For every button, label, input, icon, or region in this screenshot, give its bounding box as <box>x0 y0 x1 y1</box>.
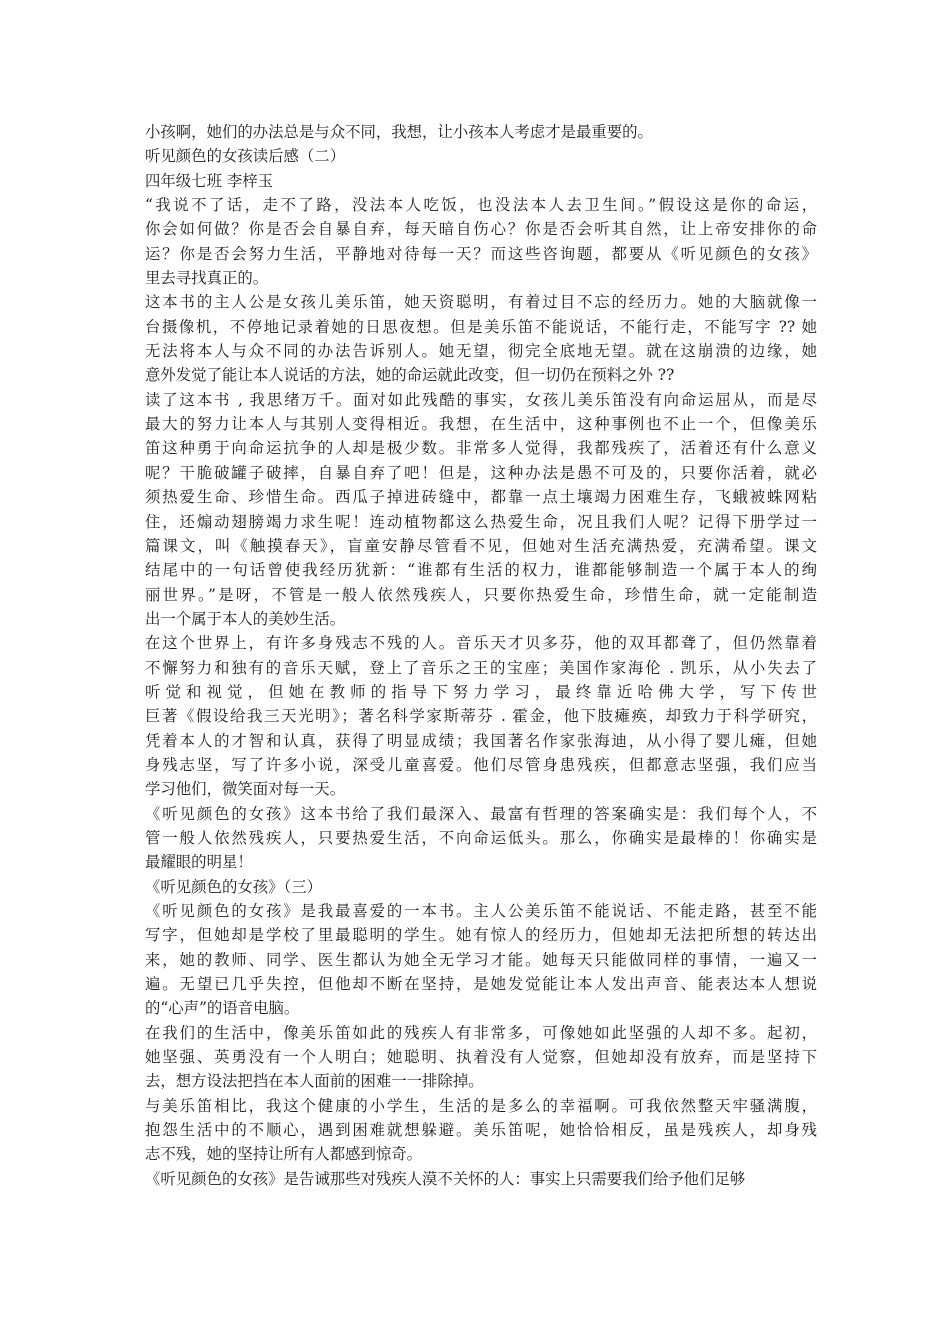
text-line: 住，还煽动翅膀竭力求生呢！连动植物都这么热爱生命，况且我们人呢？记得下册学过一 <box>145 512 817 531</box>
para-3-1 <box>145 899 817 1021</box>
text-line: 丽世界。”是呀，不管是一般人依然残疾人，只要你热爱生命，珍惜生命，就一定能制造 <box>145 585 817 604</box>
para-2-1 <box>145 193 817 290</box>
text-line: 《听见颜色的女孩》（三） <box>145 877 322 896</box>
text-line: 读了这本书 , 我思绪万千。面对如此残酷的事实，女孩儿美乐笛没有向命运屈从，而是尽 <box>145 390 817 409</box>
text-line: 你会如何做？你是否会自暴自弃，每天暗自伤心？你是否会听其自然，让上帝安排你的命 <box>145 220 817 239</box>
text-line: 听见颜色的女孩读后感（二） <box>145 147 346 166</box>
text-line: 呢？干脆破罐子破摔，自暴自弃了吧！但是，这种办法是愚不可及的，只要你活着，就必 <box>145 463 817 482</box>
article-body <box>145 120 817 1191</box>
para-2-5 <box>145 802 817 875</box>
text-line: 小孩啊，她们的办法总是与众不同，我想，让小孩本人考虑才是最重要的。 <box>145 123 653 141</box>
para-3-2 <box>145 1021 817 1094</box>
text-line: 《听见颜色的女孩》是我最喜爱的一本书。主人公美乐笛不能说话、不能走路，甚至不能 <box>145 902 817 920</box>
text-line: 与美乐笛相比，我这个健康的小学生，生活的是多么的幸福啊。可我依然整天牢骚满腹， <box>145 1096 817 1115</box>
text-line: 的“心声”的语音电脑。 <box>145 999 300 1018</box>
text-line: 这本书的主人公是女孩儿美乐笛，她天资聪明，有着过目不忘的经历力。她的大脑就像一 <box>145 293 817 312</box>
text-line: 她坚强、英勇没有一个人明白；她聪明、执着没有人觉察，但她却没有放弃，而是坚持下 <box>145 1048 817 1067</box>
text-line: 四年级七班 李梓玉 <box>145 171 274 190</box>
para-3-4 <box>145 1167 817 1191</box>
para-2-3 <box>145 388 817 631</box>
text-line: 最耀眼的明星！ <box>145 853 253 872</box>
text-line: 运？你是否会努力生活，平静地对待每一天？而这些咨询题，都要从《听见颜色的女孩》 <box>145 244 817 263</box>
para-3-3 <box>145 1094 817 1167</box>
text-line: 听觉和视觉，但她在教师的指导下努力学习，最终靠近哈佛大学，写下传世 <box>145 682 817 701</box>
text-line: 在这个世界上，有许多身残志不残的人。音乐天才贝多芬，他的双耳都聋了，但仍然靠着 <box>145 634 817 653</box>
text-line: 《听见颜色的女孩》这本书给了我们最深入、最富有哲理的答案确实是：我们每个人，不 <box>145 804 817 823</box>
text-line: 结尾中的一句话曾使我经历犹新：“谁都有生活的权力，谁都能够制造一个属于本人的绚 <box>145 561 817 580</box>
para-intro-tail <box>145 120 817 144</box>
text-line: 去，想方设法把挡在本人面前的困难一一排除掉。 <box>145 1072 484 1091</box>
text-line: 来，她的教师、同学、医生都认为她全无学习才能。她每天只能做同样的事情，一遍又一 <box>145 950 817 969</box>
text-line: 里去寻找真正的。 <box>145 269 269 288</box>
para-2-4 <box>145 631 817 801</box>
text-line: 篇课文，叫《触摸春天》，盲童安静尽管看不见，但她对生活充满热爱，充满希望。课文 <box>145 536 817 555</box>
text-line: 出一个属于本人的美妙生活。 <box>145 609 346 628</box>
text-line: 《听见颜色的女孩》是告诫那些对残疾人漠不关怀的人：事实上只需要我们给予他们足够 <box>145 1169 746 1188</box>
text-line: 最大的努力让本人与其别人变得相近。我想，在生活中，这种事例也不止一个，但像美乐 <box>145 415 817 434</box>
text-line: 笛这种勇于向命运抗争的人却是极少数。非常多人觉得，我都残疾了，活着还有什么意义 <box>145 439 817 458</box>
text-line: 身残志坚，写了许多小说，深受儿童喜爱。他们尽管身患残疾，但都意志坚强，我们应当 <box>145 755 817 774</box>
text-line: 巨著《假设给我三天光明》；著名科学家斯蒂芬 . 霍金，他下肢瘫痪，却致力于科学研究， <box>145 707 817 726</box>
text-line: 台摄像机，不停地记录着她的日思夜想。但是美乐笛不能说话，不能行走，不能写字 ?? 她 <box>145 317 817 336</box>
text-line: 意外发觉了能让本人说话的方法，她的命运就此改变，但一切仍在预料之外 ?? <box>145 366 675 385</box>
text-line: 不懈努力和独有的音乐天赋，登上了音乐之王的宝座；美国作家海伦 . 凯乐，从小失去了 <box>145 658 817 677</box>
text-line: 凭着本人的才智和认真，获得了明显成绩；我国著名作家张海迪，从小得了婴儿瘫，但她 <box>145 731 817 750</box>
text-line: 遍。无望已几乎失控，但他却不断在坚持，是她发觉能让本人发出声音、能表达本人想说 <box>145 975 817 994</box>
para-2-2 <box>145 290 817 387</box>
text-line: 抱怨生活中的不顺心，遇到困难就想躲避。美乐笛呢，她恰恰相反，虽是残疾人，却身残 <box>145 1121 817 1140</box>
text-line: 学习他们，微笑面对每一天。 <box>145 780 346 799</box>
text-line: 志不残，她的坚持让所有人都感到惊奇。 <box>145 1145 423 1164</box>
heading-part-three <box>145 875 817 899</box>
text-line: “我说不了话，走不了路，没法本人吃饭，也没法本人去卫生间。”假设这是你的命运， <box>145 196 817 215</box>
text-line: 在我们的生活中，像美乐笛如此的残疾人有非常多，可像她如此坚强的人却不多。起初， <box>145 1023 817 1042</box>
text-line: 须热爱生命、珍惜生命。西瓜子掉进砖缝中，都靠一点土壤竭力困难生存，飞蛾被蛛网粘 <box>145 488 817 507</box>
heading-part-two <box>145 144 817 168</box>
author-line <box>145 169 817 193</box>
text-line: 无法将本人与众不同的办法告诉别人。她无望，彻完全底地无望。就在这崩溃的边缘，她 <box>145 342 817 361</box>
text-line: 写字，但她却是学校了里最聪明的学生。她有惊人的经历力，但她却无法把所想的转达出 <box>145 926 817 945</box>
text-line: 管一般人依然残疾人，只要热爱生活，不向命运低头。那么，你确实是最棒的！你确实是 <box>145 828 817 847</box>
